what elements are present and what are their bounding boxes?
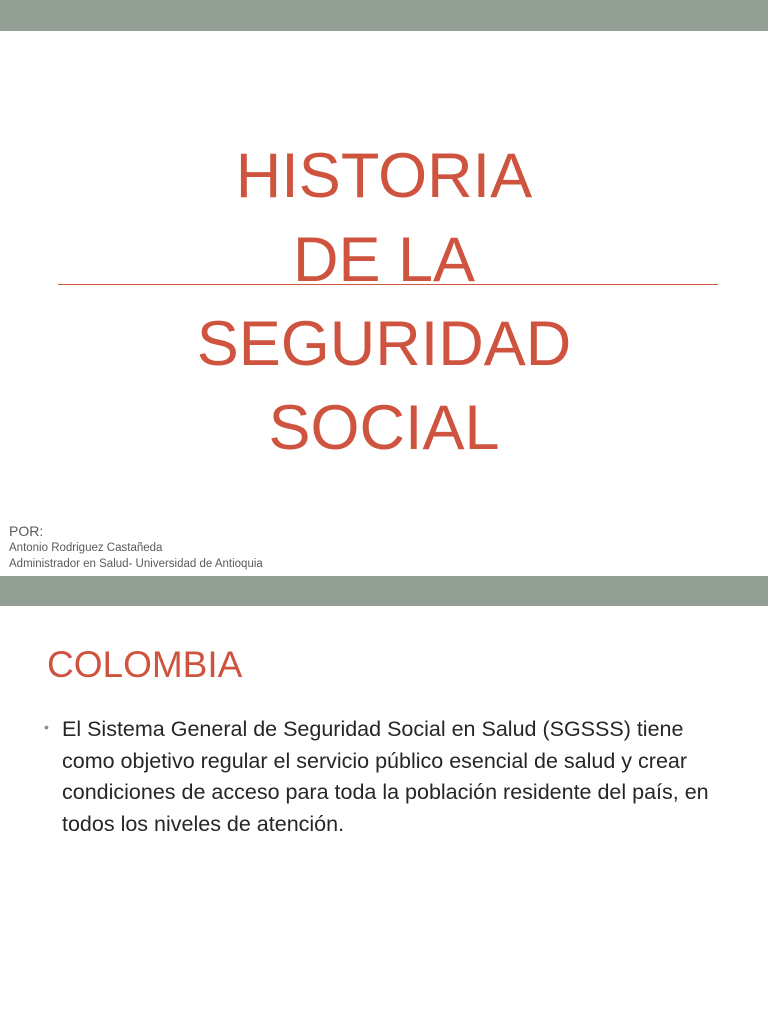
slide-title bbox=[0, 134, 768, 470]
byline bbox=[9, 522, 263, 572]
byline-role: Administrador en Salud- Universidad de Antioquia bbox=[9, 558, 263, 570]
byline-label: POR: bbox=[9, 523, 44, 539]
byline-author: Antonio Rodriguez Castañeda bbox=[9, 542, 163, 554]
title-line: SOCIAL bbox=[268, 393, 500, 463]
list-item bbox=[44, 714, 714, 840]
title-divider bbox=[58, 284, 718, 285]
bullet-dot-icon: • bbox=[44, 719, 49, 735]
bullet-text: El Sistema General de Seguridad Social en Salud (SGSSS) tiene como objetivo regular el servicio público esencial de salud y crear condiciones de acceso para toda la población residente del país, en todos los niveles de atención. bbox=[62, 717, 709, 836]
bullet-list bbox=[44, 714, 714, 840]
title-line: HISTORIA bbox=[235, 141, 533, 211]
section-title: COLOMBIA bbox=[47, 644, 243, 685]
top-band bbox=[0, 0, 768, 31]
title-slide bbox=[0, 31, 768, 576]
slide-separator-band bbox=[0, 576, 768, 606]
title-line: SEGURIDAD bbox=[196, 309, 572, 379]
title-line: DE LA bbox=[292, 225, 476, 295]
content-slide bbox=[0, 606, 768, 1024]
